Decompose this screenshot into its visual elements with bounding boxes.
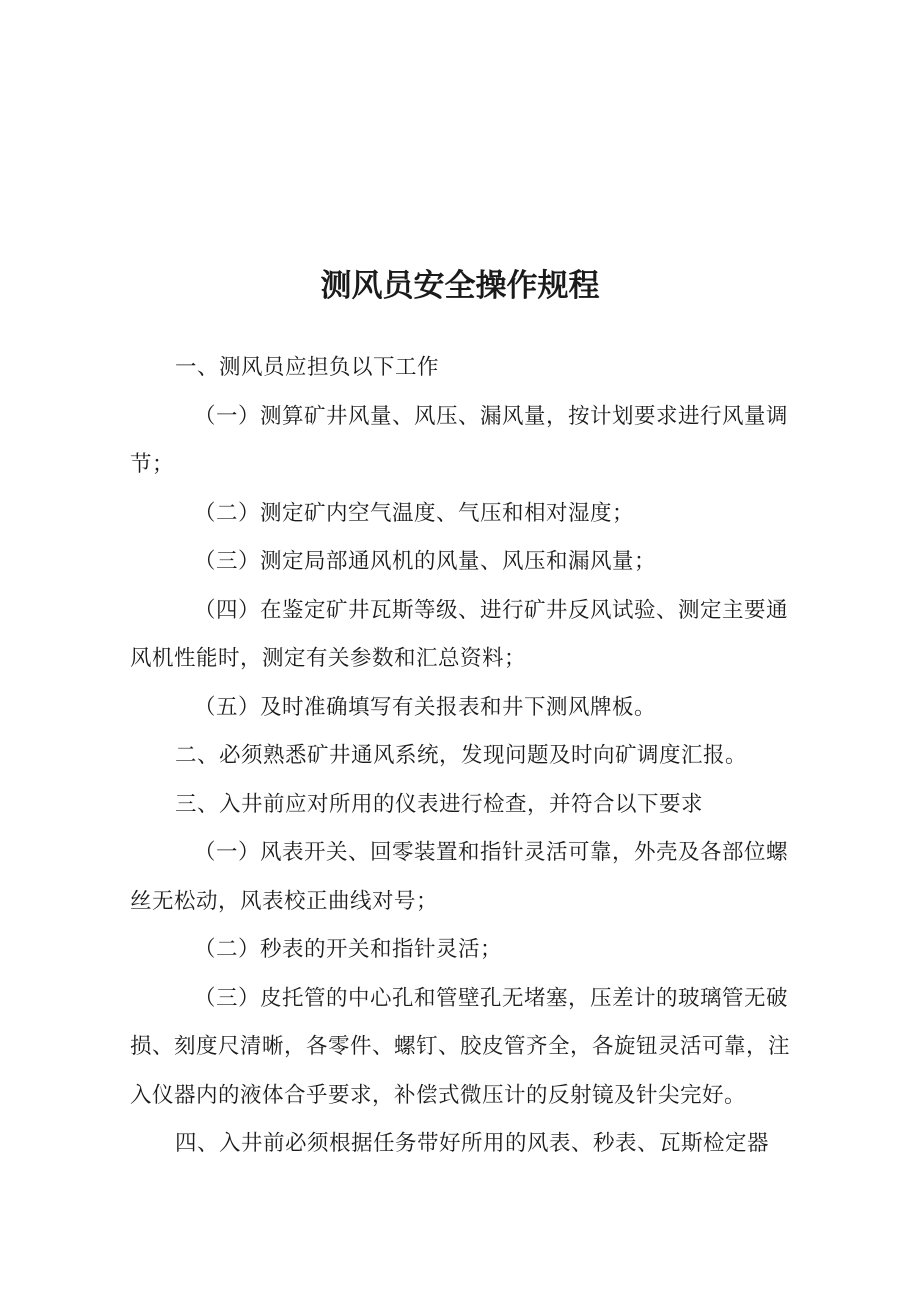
paragraph-section-4: 四、入井前必须根据任务带好所用的风表、秒表、瓦斯检定器 xyxy=(175,1131,770,1156)
paragraph-item-3-1: （一）风表开关、回零装置和指针灵活可靠，外壳及各部位螺丝无松动，风表校正曲线对号； xyxy=(130,840,789,914)
paragraph-section-1: 一、测风员应担负以下工作 xyxy=(175,355,440,380)
paragraph-item-1-5: （五）及时准确填写有关报表和井下测风牌板。 xyxy=(194,694,657,720)
paragraph-item-1-1: （一）测算矿井风量、风压、漏风量，按计划要求进行风量调节； xyxy=(130,403,789,477)
document-body xyxy=(130,344,802,1169)
paragraph-section-3: 三、入井前应对所用的仪表进行检查，并符合以下要求 xyxy=(175,791,704,817)
paragraph-item-3-3: （三）皮托管的中心孔和管壁孔无堵塞，压差计的玻璃管无破损、刻度尺清晰，各零件、螺钉、胶皮管齐全，各旋钮灵活可靠，注入仪器内的液体合乎要求，补偿式微压计的反射镜及针尖完好。 xyxy=(130,985,791,1108)
paragraph-item-1-3: （三）测定局部通风机的风量、风压和漏风量； xyxy=(194,549,657,574)
paragraph-item-3-2: （二）秒表的开关和指针灵活； xyxy=(194,937,503,962)
document-title: 测风员安全操作规程 xyxy=(320,268,600,304)
paragraph-section-2: 二、必须熟悉矿井通风系统，发现问题及时向矿调度汇报。 xyxy=(175,743,748,768)
paragraph-item-1-4: （四）在鉴定矿井瓦斯等级、进行矿井反风试验、测定主要通风机性能时，测定有关参数和汇总资料； xyxy=(130,597,789,671)
paragraph-item-1-2: （二）测定矿内空气温度、气压和相对湿度； xyxy=(194,500,635,526)
